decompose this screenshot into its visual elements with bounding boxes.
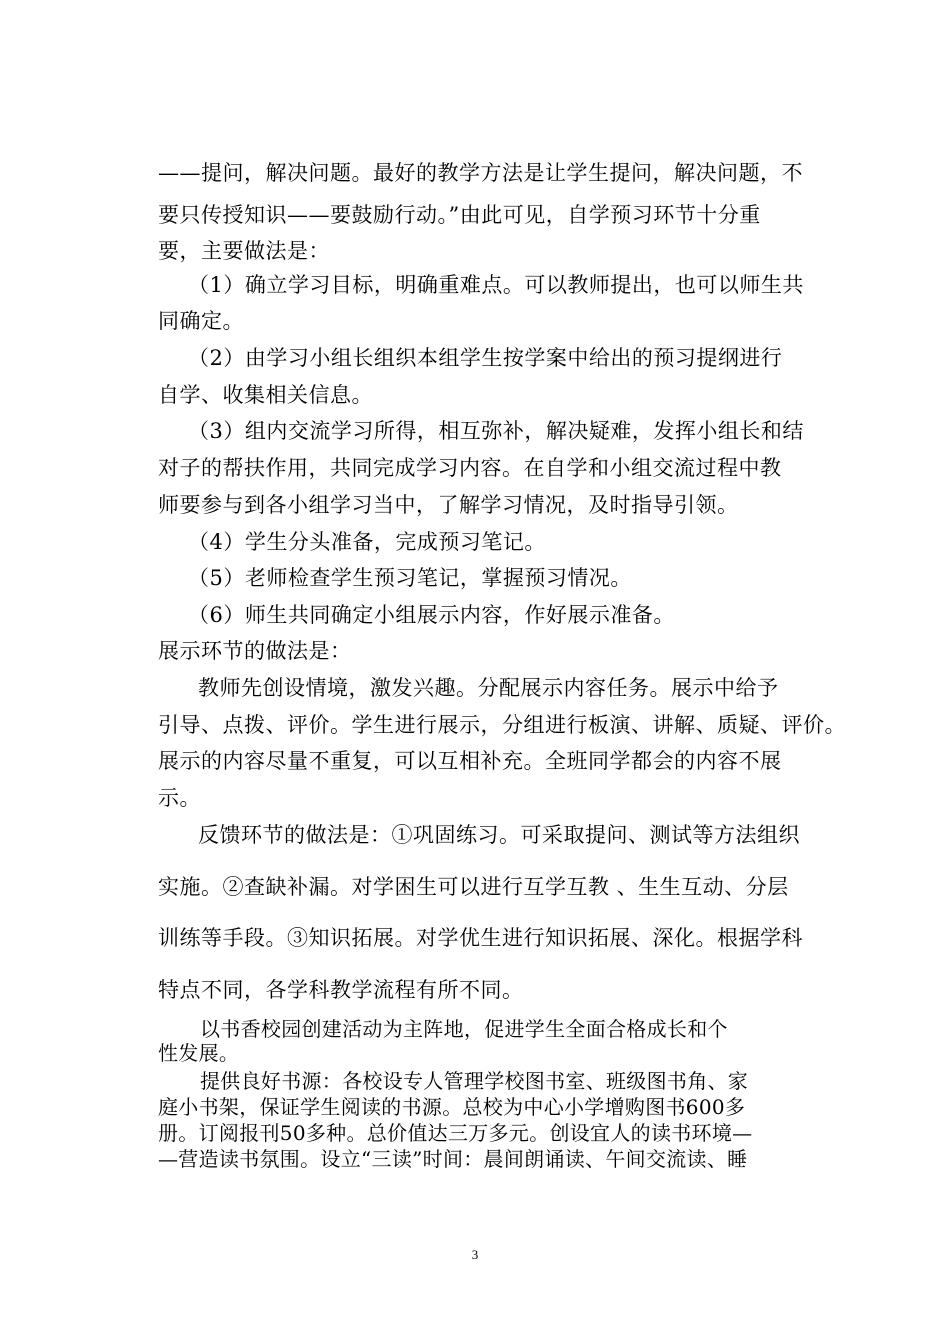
text-line: 特点不同，各学科教学流程有所不同。 (158, 978, 524, 1002)
text-line: （5）老师检查学生预习笔记，掌握预习情况。 (188, 566, 632, 590)
section-heading: 展示环节的做法是： (158, 639, 352, 663)
text-line: 引导、点拨、评价。学生进行展示，分组进行板演、讲解、质疑、评价。 (158, 713, 846, 737)
text-line: （6）师生共同确定小组展示内容，作好展示准备。 (188, 603, 675, 627)
text-line: ——提问，解决问题。最好的教学方法是让学生提问，解决问题，不 (158, 161, 803, 185)
text-line: 以书香校园创建活动为主阵地，促进学生全面合格成长和个 (200, 1017, 728, 1041)
text-line: 庭小书架，保证学生阅读的书源。总校为中心小学增购图书600多 (158, 1095, 746, 1119)
text-line: 提供良好书源：各校设专人管理学校图书室、班级图书角、家 (200, 1069, 749, 1093)
text-line: 要，主要做法是： (158, 239, 330, 263)
page-number: 3 (471, 1247, 479, 1262)
text-line: 自学、收集相关信息。 (158, 383, 373, 407)
text-line: （3）组内交流学习所得，相互弥补，解决疑难，发挥小组长和结 (188, 419, 804, 443)
text-line: 册。订阅报刊50多种。总价值达三万多元。创设宜人的读书环境— (158, 1121, 753, 1145)
text-line: （2）由学习小组长组织本组学生按学案中给出的预习提纲进行 (188, 346, 783, 370)
text-line: 师要参与到各小组学习当中，了解学习情况，及时指导引领。 (158, 493, 739, 517)
text-line: 实施。②查缺补漏。对学困生可以进行互学互教 、生生互动、分层 (158, 875, 789, 899)
text-line: 训练等手段。③知识拓展。对学优生进行知识拓展、深化。根据学科 (158, 926, 803, 950)
text-line: 同确定。 (158, 309, 244, 333)
text-line: 教师先创设情境，激发兴趣。分配展示内容任务。展示中给予 (198, 676, 779, 700)
text-line: —营造读书氛围。设立“三读”时间：晨间朗诵读、午间交流读、睡 (158, 1147, 748, 1171)
text-line: 性发展。 (158, 1041, 240, 1065)
text-line: 反馈环节的做法是：①巩固练习。可采取提问、测试等方法组织 (198, 823, 800, 847)
text-line: （1）确立学习目标，明确重难点。可以教师提出，也可以师生共 (188, 273, 804, 297)
text-line: 对子的帮扶作用，共同完成学习内容。在自学和小组交流过程中教 (158, 456, 782, 480)
text-line: 示。 (158, 786, 201, 810)
text-line: （4）学生分头准备，完成预习笔记。 (188, 530, 546, 554)
text-line: 要只传授知识——要鼓励行动。”由此可见，自学预习环节十分重 (158, 203, 761, 227)
text-line: 展示的内容尽量不重复，可以互相补充。全班同学都会的内容不展 (158, 749, 782, 773)
